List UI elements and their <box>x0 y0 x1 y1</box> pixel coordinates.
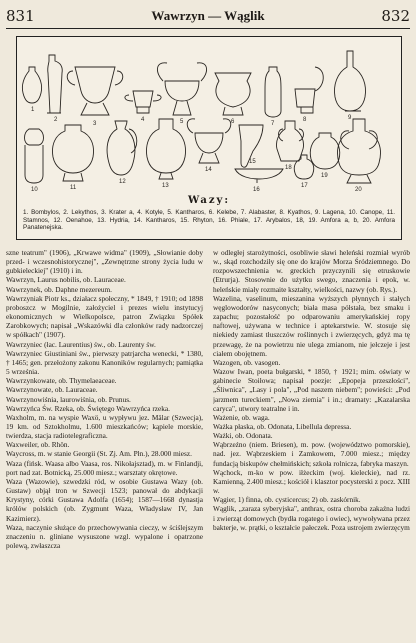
vase-label-12: 12 <box>119 179 126 185</box>
vase-drawing-2 <box>47 55 62 113</box>
entry-wagier: Wągier, 1) finna, ob. cysticercus; 2) ob. zaskórnik. <box>213 495 361 505</box>
entry-waza-city: Waza (fińsk. Waasa albo Vaasa, ros. Nikołajsztad), m. w Finlandji, port nad zat. Botnicką, 25.000 miesz.; warsztaty okrętowe. <box>6 458 203 477</box>
vase-label-2: 2 <box>54 117 58 123</box>
entry-wawrzyniec: Wawrzyniec (łac. Laurentius) św., ob. Laurenty św. <box>6 339 156 349</box>
entry-waxholm: Waxholm, m. na wyspie Waxö, u wypływu jez. Mälar (Szwecja), 19 km. od Sztokholmu, 1.600 mieszkańców; kąpiele morskie, twierdza, stacja radiotelegraficzna. <box>6 412 203 441</box>
entry-wazki: Ważki, ob. Odonata. <box>213 431 273 441</box>
page-number-left: 831 <box>6 7 35 25</box>
vase-label-9: 9 <box>348 115 352 121</box>
entry-wawrzynkowate: Wawrzynkowate, ob. Thymelaeaceae. <box>6 376 117 386</box>
vase-drawing-5 <box>157 63 206 115</box>
vase-drawing-7 <box>265 67 281 117</box>
vase-drawing-3 <box>67 67 123 115</box>
entry-wachock: Wąchock, m-ko w pow. iłżeckim (woj. kieleckie), nad rz. Kamienną, 2.400 miesz.; kościół i klasztor pocysterski z pocz. XIII w. <box>213 467 410 496</box>
vase-drawings <box>17 37 401 197</box>
vase-label-17: 17 <box>301 183 308 189</box>
text-column-left <box>6 248 203 640</box>
entry-wawrzynowisnia: Wawrzynowiśnia, laurowiśnia, ob. Prunus. <box>6 394 131 404</box>
vase-drawing-1 <box>22 67 41 103</box>
figure-heading: Wazy: <box>187 195 231 206</box>
entry-waycross: Waycross, m. w stanie Georgii (St. Zj. Am. Płn.), 28.000 miesz. <box>6 449 192 459</box>
figure-caption: 1. Bombylos, 2. Lekythos, 3. Krater a, 4. Kotyle, 5. Kantharos, 6. Kelebe, 7. Alabaster, 8. Kyathos, 9. Lagena, 10. Canope, 11. Stamnos, 12. Oenahoe, 13. Hydria, 14. Kantharos, 15. Rhyton, 16. Phiale, 17. Arybalos, 18, 19. Amfora a, b, 20. Amfora Panatenejska. <box>23 209 395 232</box>
entry-waxweiler: Waxweiler, ob. Rhön. <box>6 440 70 450</box>
vase-label-19: 19 <box>321 173 328 179</box>
vase-drawing-18 <box>276 121 303 161</box>
entry-wawrzynca-rzeka: Wawrzyńca Św. Rzeka, ob. Świętego Wawrzyńca rzeka. <box>6 403 170 413</box>
vase-drawing-13 <box>147 119 186 179</box>
running-title: Wawrzyn — Wąglik <box>151 8 265 23</box>
vase-drawing-14 <box>187 119 231 163</box>
vase-label-1: 1 <box>31 107 35 113</box>
page-number-right: 832 <box>381 7 410 25</box>
vase-drawing-6 <box>215 73 251 115</box>
entry-continuation: w odległej starożytności, osobliwie sławi heleński rozmiał wyrób w., skąd rozchodziły się one do krajów Morza Śródziemnego. Do rozpowszechnienia w. greckich przyczynili się etruskowie (Etrurja). Stosownie do użytku swego, znaczenia i epok, w. heleńskie miały rozmaite kształty, wielkości, nazwy (ob. Rys.). <box>213 248 410 294</box>
entry-waza-vessel: Waza, naczynie służące do przechowywania cieczy, w ściślejszym znaczeniu n. gliniane wysuszone wzgl. wypalone i opatrzone polewą, zwłaszcza <box>6 522 203 550</box>
vase-label-20: 20 <box>355 187 362 193</box>
vase-label-8: 8 <box>303 117 307 123</box>
vase-drawing-11 <box>53 125 94 181</box>
vase-label-14: 14 <box>205 167 212 173</box>
entry-wawrzyniak: Wawrzyniak Piotr ks., działacz społeczny, * 1849, † 1910; od 1898 proboszcz w Mogilnie, założyciel i prezes wielu instytucyj ekonomicznych w Wielkopolsce, patron Związku Spółek Zarobkowych; napisał „Wskazówki dla członków rady nadzorczej w spółkach" (1907). <box>6 293 203 340</box>
entry-wawrzynek: Wawrzynek, ob. Daphne mezereum. <box>6 284 112 294</box>
vase-drawing-8 <box>295 67 323 113</box>
entry-wawrzyn: Wawrzyn, Laurus nobilis, ob. Lauraceae. <box>6 275 126 285</box>
vase-label-6: 6 <box>231 119 235 125</box>
entry-wabrzezno: Wąbrzeźno (niem. Briesen), m. pow. (województwo pomorskie), nad. jez. Wąbrzeskiem i Zamkowem, 7.000 miesz.; między fundacją biskupów chełmińskich; szkoła rolnicza, fabryka maszyn. <box>213 440 410 468</box>
vase-label-4: 4 <box>141 117 145 123</box>
vase-label-11: 11 <box>70 185 77 191</box>
vase-drawing-20 <box>338 119 381 183</box>
vase-label-15: 15 <box>249 159 256 165</box>
vase-drawing-4 <box>125 91 161 113</box>
entry-waza-dynasty: Waza (Wazowie), szwedzki ród, w osobie Gustawa Wazy (ob. Gustaw) objął tron w Szwecji 1523; panował do abdykacji Krystyny, córki Gustawa Adolfa (1654); 1587—1668 dynastja królów polskich (ob. Zygmunt Waza, Władysław IV, Jan Kazimierz). <box>6 476 203 523</box>
vase-drawing-19 <box>310 133 339 169</box>
entry-wazogen: Wazogen, ob. vasogen. <box>213 357 281 367</box>
vase-label-3: 3 <box>93 121 97 127</box>
vase-label-7: 7 <box>271 121 275 127</box>
entry-waglik: Wąglik, „zaraza syberyjska", anthrax, ostra choroba zakaźna ludzi i zwierząt domowych (bydła rogatego i owiec), wywoływana przez bakterje, w. prątki, o kształcie pałeczek. Poza ustrojem zwierzęcym <box>213 504 410 532</box>
entry-continuation: szne teatrum" (1906), „Krwawe widma" (1909), „Słowianie doby przed- i wczesnohistorycznej", „Zewnętrzne strony życia ludu w gubkieleckiej" (1910) i in. <box>6 248 203 276</box>
header-rule <box>6 28 410 29</box>
vase-label-18: 18 <box>285 165 292 171</box>
text-column-right <box>213 248 410 640</box>
running-header <box>0 0 416 30</box>
entry-wawrzynowate: Wawrzynowate, ob. Lauraceae. <box>6 385 98 395</box>
vase-drawing-9 <box>335 51 366 111</box>
vase-label-10: 10 <box>31 187 38 193</box>
vase-label-16: 16 <box>253 187 260 193</box>
entry-wazelina: Wazelina, vaselinum, mieszanina wyższych płynnych i stałych węglowodorów nasyconych; biała masa półstała, bez smaku i zapachu; pozostałość po odparowaniu amerykańskiej ropy naftowej, używana w technice i aptekarstwie. W. stosuje się niekiedy zamiast tłuszczów roślinnych i zwierzęcych, gdyż ma tę przewagę, że na powietrzu nie ulega zmianom, nie jełczeje i jest ciałem obojętnem. <box>213 293 410 358</box>
vase-label-13: 13 <box>162 183 169 189</box>
vase-drawing-16 <box>235 169 283 183</box>
vase-label-5: 5 <box>180 119 184 125</box>
vase-drawing-10 <box>25 129 44 183</box>
vase-illustration-plate <box>16 36 402 240</box>
entry-wazka-plaska: Ważka płaska, ob. Odonata, Libellula depressa. <box>213 421 352 431</box>
vase-drawing-12 <box>107 121 137 175</box>
entry-wawrzyniec-giustiniani: Wawrzyniec Giustiniani św., pierwszy patrjarcha wenecki, * 1380, † 1465; gen. przełożony zakonu Kanoników regularnych; pamiątka 5 września. <box>6 348 203 377</box>
entry-wazow: Wazow Iwan, poeta bułgarski, * 1850, † 1921; mim. oświaty w gabinecie Stoiłowa; napisał poezje: „Epopeja przeszłości", „Śliwnica", „Lasy i pola", „Pod naszem niebem"; powieści: „Pod jarzmem tureckiem", „Nowa ziemia" i in.; dramaty: „Kazalarska caryca", utwory teatralne i in. <box>213 367 410 413</box>
entry-wazenie: Ważenie, ob. waga. <box>213 412 270 422</box>
